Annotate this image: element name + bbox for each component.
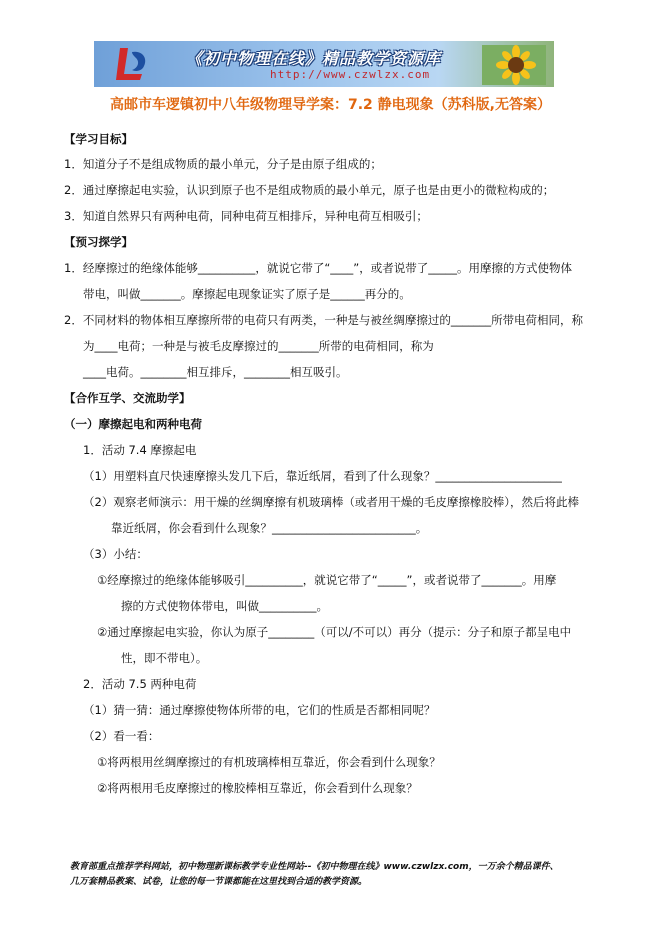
header-banner [94,41,554,87]
section-heading-preview: 【预习探学】 [64,235,133,249]
activity-7-4-step-2: （2）观察老师演示：用干燥的丝绸摩擦有机玻璃棒（或者用干燥的毛皮摩擦橡胶棒），然后将此棒 [83,495,580,509]
goal-item-2: 2．通过摩擦起电实验，认识到原子也不是组成物质的最小单元，原子也是由更小的微粒构成的； [64,183,555,197]
summary-item-2: ②通过摩擦起电实验，你认为原子________（可以/不可以）再分（提示：分子和原子都呈电中 [97,625,572,639]
activity-7-4-summary-label: （3）小结： [83,547,148,561]
observe-item-2: ②将两根用毛皮摩擦过的橡胶棒相互靠近，你会看到什么现象？ [97,781,418,795]
preview-item-2: 2．不同材料的物体相互摩擦所带的电荷只有两类，一种是与被丝绸摩擦过的_______所带电荷相同，称 [64,313,584,327]
page-footer [70,860,610,890]
preview-item-1-cont: 带电，叫做_______。摩擦起电现象证实了原子是______再分的。 [83,287,411,301]
site-logo-icon [112,44,152,84]
document-title: 高邮市车逻镇初中八年级物理导学案：7.2 静电现象（苏科版,无答案） [110,97,551,113]
summary-item-1: ①经摩擦过的绝缘体能够吸引__________，就说它带了“_____”，或者说带了_______。用摩 [97,573,557,587]
banner-url: http://www.czwlzx.com [270,68,431,81]
preview-item-2-cont2: ____电荷。________相互排斥，________相互吸引。 [83,365,348,379]
activity-7-4-step-1: （1）用塑料直尺快速摩擦头发几下后，靠近纸屑，看到了什么现象？______________________ [83,469,562,483]
section-heading-goals: 【学习目标】 [64,132,133,146]
goal-item-1: 1．知道分子不是组成物质的最小单元，分子是由原子组成的； [64,157,382,171]
activity-7-5-title: 2．活动 7.5 两种电荷 [83,677,197,691]
activity-7-5-step-1: （1）猜一猜：通过摩擦使物体所带的电，它们的性质是否都相同呢？ [83,703,436,717]
activity-7-4-step-2-cont: 靠近纸屑，你会看到什么现象？_________________________。 [111,521,428,535]
activity-7-4-title: 1．活动 7.4 摩擦起电 [83,443,197,457]
banner-title: 《初中物理在线》精品教学资源库 [186,49,442,68]
preview-item-2-cont: 为____电荷；一种是与被毛皮摩擦过的_______所带的电荷相同，称为 [83,339,434,353]
activity-7-5-step-2: （2）看一看： [83,729,160,743]
footer-line-1: 教育部重点推荐学科网站，初中物理新课标教学专业性网站--《初中物理在线》www.czwlzx.com，一万余个精品课件、 [70,862,559,872]
footer-line-2: 几万套精品教案、试卷，让您的每一节课都能在这里找到合适的教学资源。 [70,877,368,887]
subsection-heading-1: （一）摩擦起电和两种电荷 [64,417,202,431]
summary-item-2-cont: 性，即不带电）。 [121,651,208,665]
section-heading-cooperate: 【合作互学、交流助学】 [64,391,191,405]
goal-item-3: 3．知道自然界只有两种电荷，同种电荷互相排斥，异种电荷互相吸引； [64,209,428,223]
summary-item-1-cont: 擦的方式使物体带电，叫做__________。 [121,599,328,613]
sunflower-icon [482,45,546,85]
preview-item-1: 1．经摩擦过的绝缘体能够__________，就说它带了“____”，或者说带了_____。用摩擦的方式使物体 [64,261,572,275]
observe-item-1: ①将两根用丝绸摩擦过的有机玻璃棒相互靠近，你会看到什么现象？ [97,755,441,769]
